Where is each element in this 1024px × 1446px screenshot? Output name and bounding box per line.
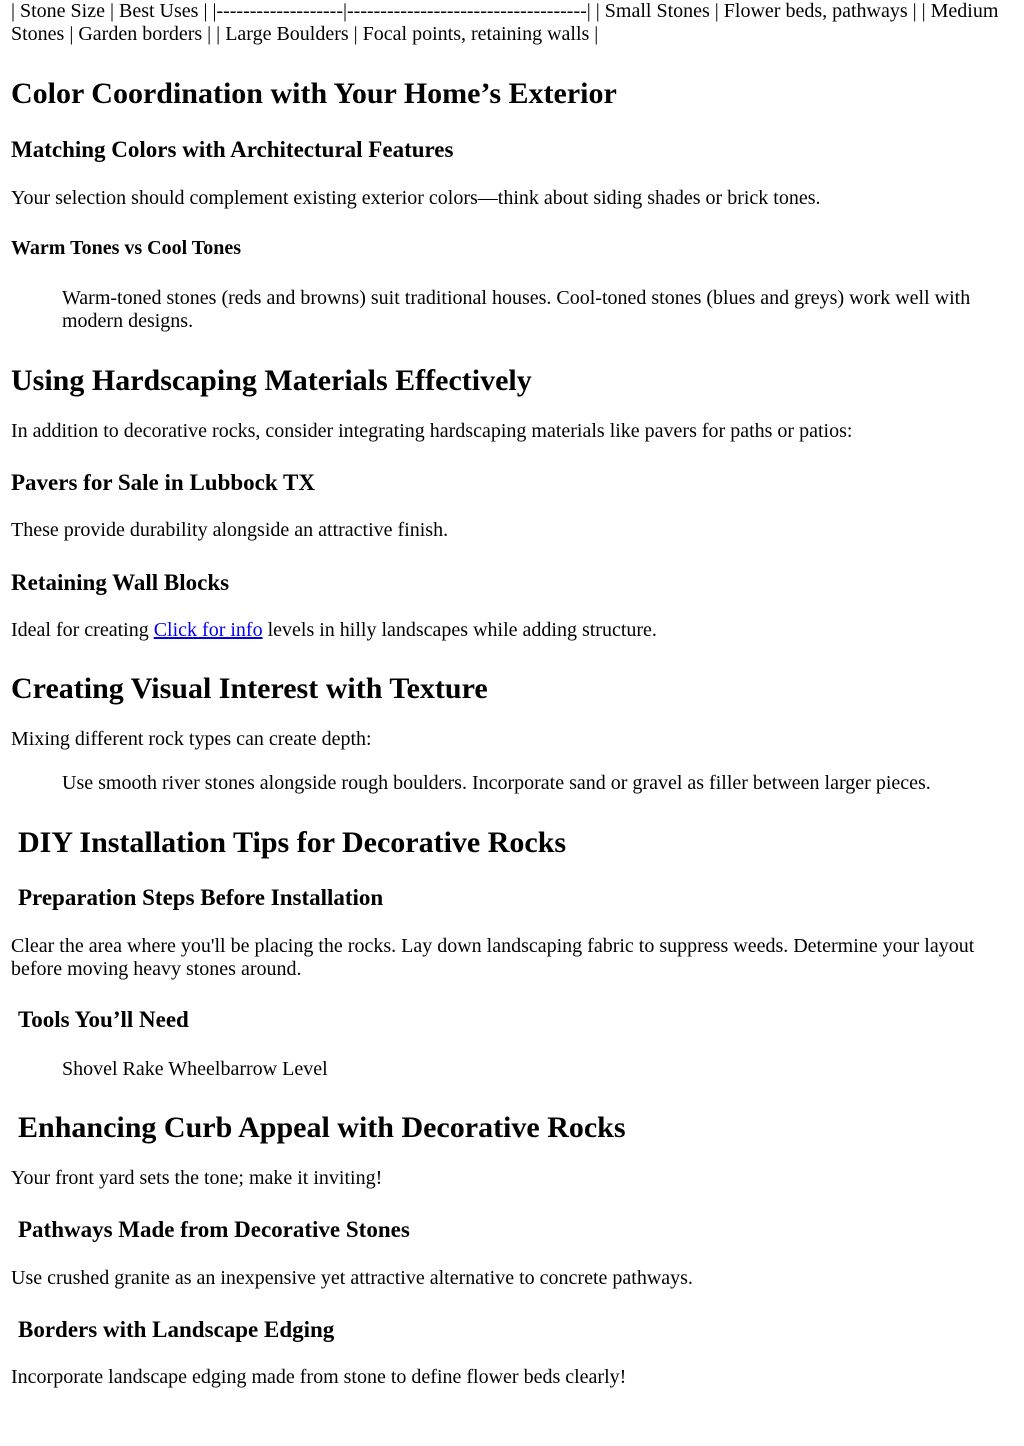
paragraph-matching-colors: Your selection should complement existing exterior colors—think about siding shades or brick tones. bbox=[11, 187, 821, 209]
paragraph-borders-edging: Incorporate landscape edging made from stone to define flower beds clearly! bbox=[11, 1366, 627, 1388]
heading-warm-cool-tones: Warm Tones vs Cool Tones bbox=[11, 237, 242, 259]
click-for-info-link[interactable]: Click for info bbox=[153, 619, 263, 641]
paragraph-curb-appeal-intro: Your front yard sets the tone; make it inviting! bbox=[11, 1167, 383, 1189]
heading-curb-appeal: Enhancing Curb Appeal with Decorative Rocks bbox=[18, 1111, 626, 1144]
paragraph-pavers: These provide durability alongside an attractive finish. bbox=[11, 519, 449, 541]
heading-preparation-steps: Preparation Steps Before Installation bbox=[18, 885, 384, 910]
heading-pathways: Pathways Made from Decorative Stones bbox=[18, 1217, 410, 1242]
heading-color-coordination: Color Coordination with Your Home’s Exterior bbox=[11, 77, 617, 110]
stone-size-table-text: | Stone Size | Best Uses | |-------------------|------------------------------------| | Small Stones | Flower beds, pathways | | Medium Stones | Garden borders | | Large Boulders | Focal points, retaining walls | bbox=[11, 0, 999, 45]
heading-diy-installation: DIY Installation Tips for Decorative Rocks bbox=[18, 826, 567, 859]
retaining-text-after: levels in hilly landscapes while adding structure. bbox=[262, 619, 657, 641]
paragraph-retaining-wall bbox=[11, 619, 1014, 642]
heading-hardscaping: Using Hardscaping Materials Effectively bbox=[11, 364, 532, 397]
heading-matching-colors: Matching Colors with Architectural Features bbox=[11, 137, 454, 162]
paragraph-pathways: Use crushed granite as an inexpensive yet attractive alternative to concrete pathways. bbox=[11, 1267, 693, 1289]
heading-tools-needed: Tools You’ll Need bbox=[18, 1007, 189, 1032]
heading-retaining-wall: Retaining Wall Blocks bbox=[11, 570, 230, 595]
heading-pavers: Pavers for Sale in Lubbock TX bbox=[11, 470, 315, 495]
retaining-text-before: Ideal for creating bbox=[11, 619, 154, 641]
blockquote-tones: Warm-toned stones (reds and browns) suit traditional houses. Cool-toned stones (blues and greys) work well with modern designs. bbox=[62, 287, 971, 332]
paragraph-texture-intro: Mixing different rock types can create depth: bbox=[11, 728, 372, 750]
heading-borders-edging: Borders with Landscape Edging bbox=[18, 1317, 335, 1342]
heading-visual-texture: Creating Visual Interest with Texture bbox=[11, 672, 488, 705]
paragraph-preparation-steps: Clear the area where you'll be placing the rocks. Lay down landscaping fabric to suppress weeds. Determine your layout before moving heavy stones around. bbox=[11, 935, 975, 980]
paragraph-hardscaping-intro: In addition to decorative rocks, consider integrating hardscaping materials like pavers for paths or patios: bbox=[11, 420, 853, 442]
blockquote-tools-list: Shovel Rake Wheelbarrow Level bbox=[62, 1058, 328, 1080]
blockquote-texture-tips: Use smooth river stones alongside rough boulders. Incorporate sand or gravel as filler between larger pieces. bbox=[62, 772, 931, 794]
